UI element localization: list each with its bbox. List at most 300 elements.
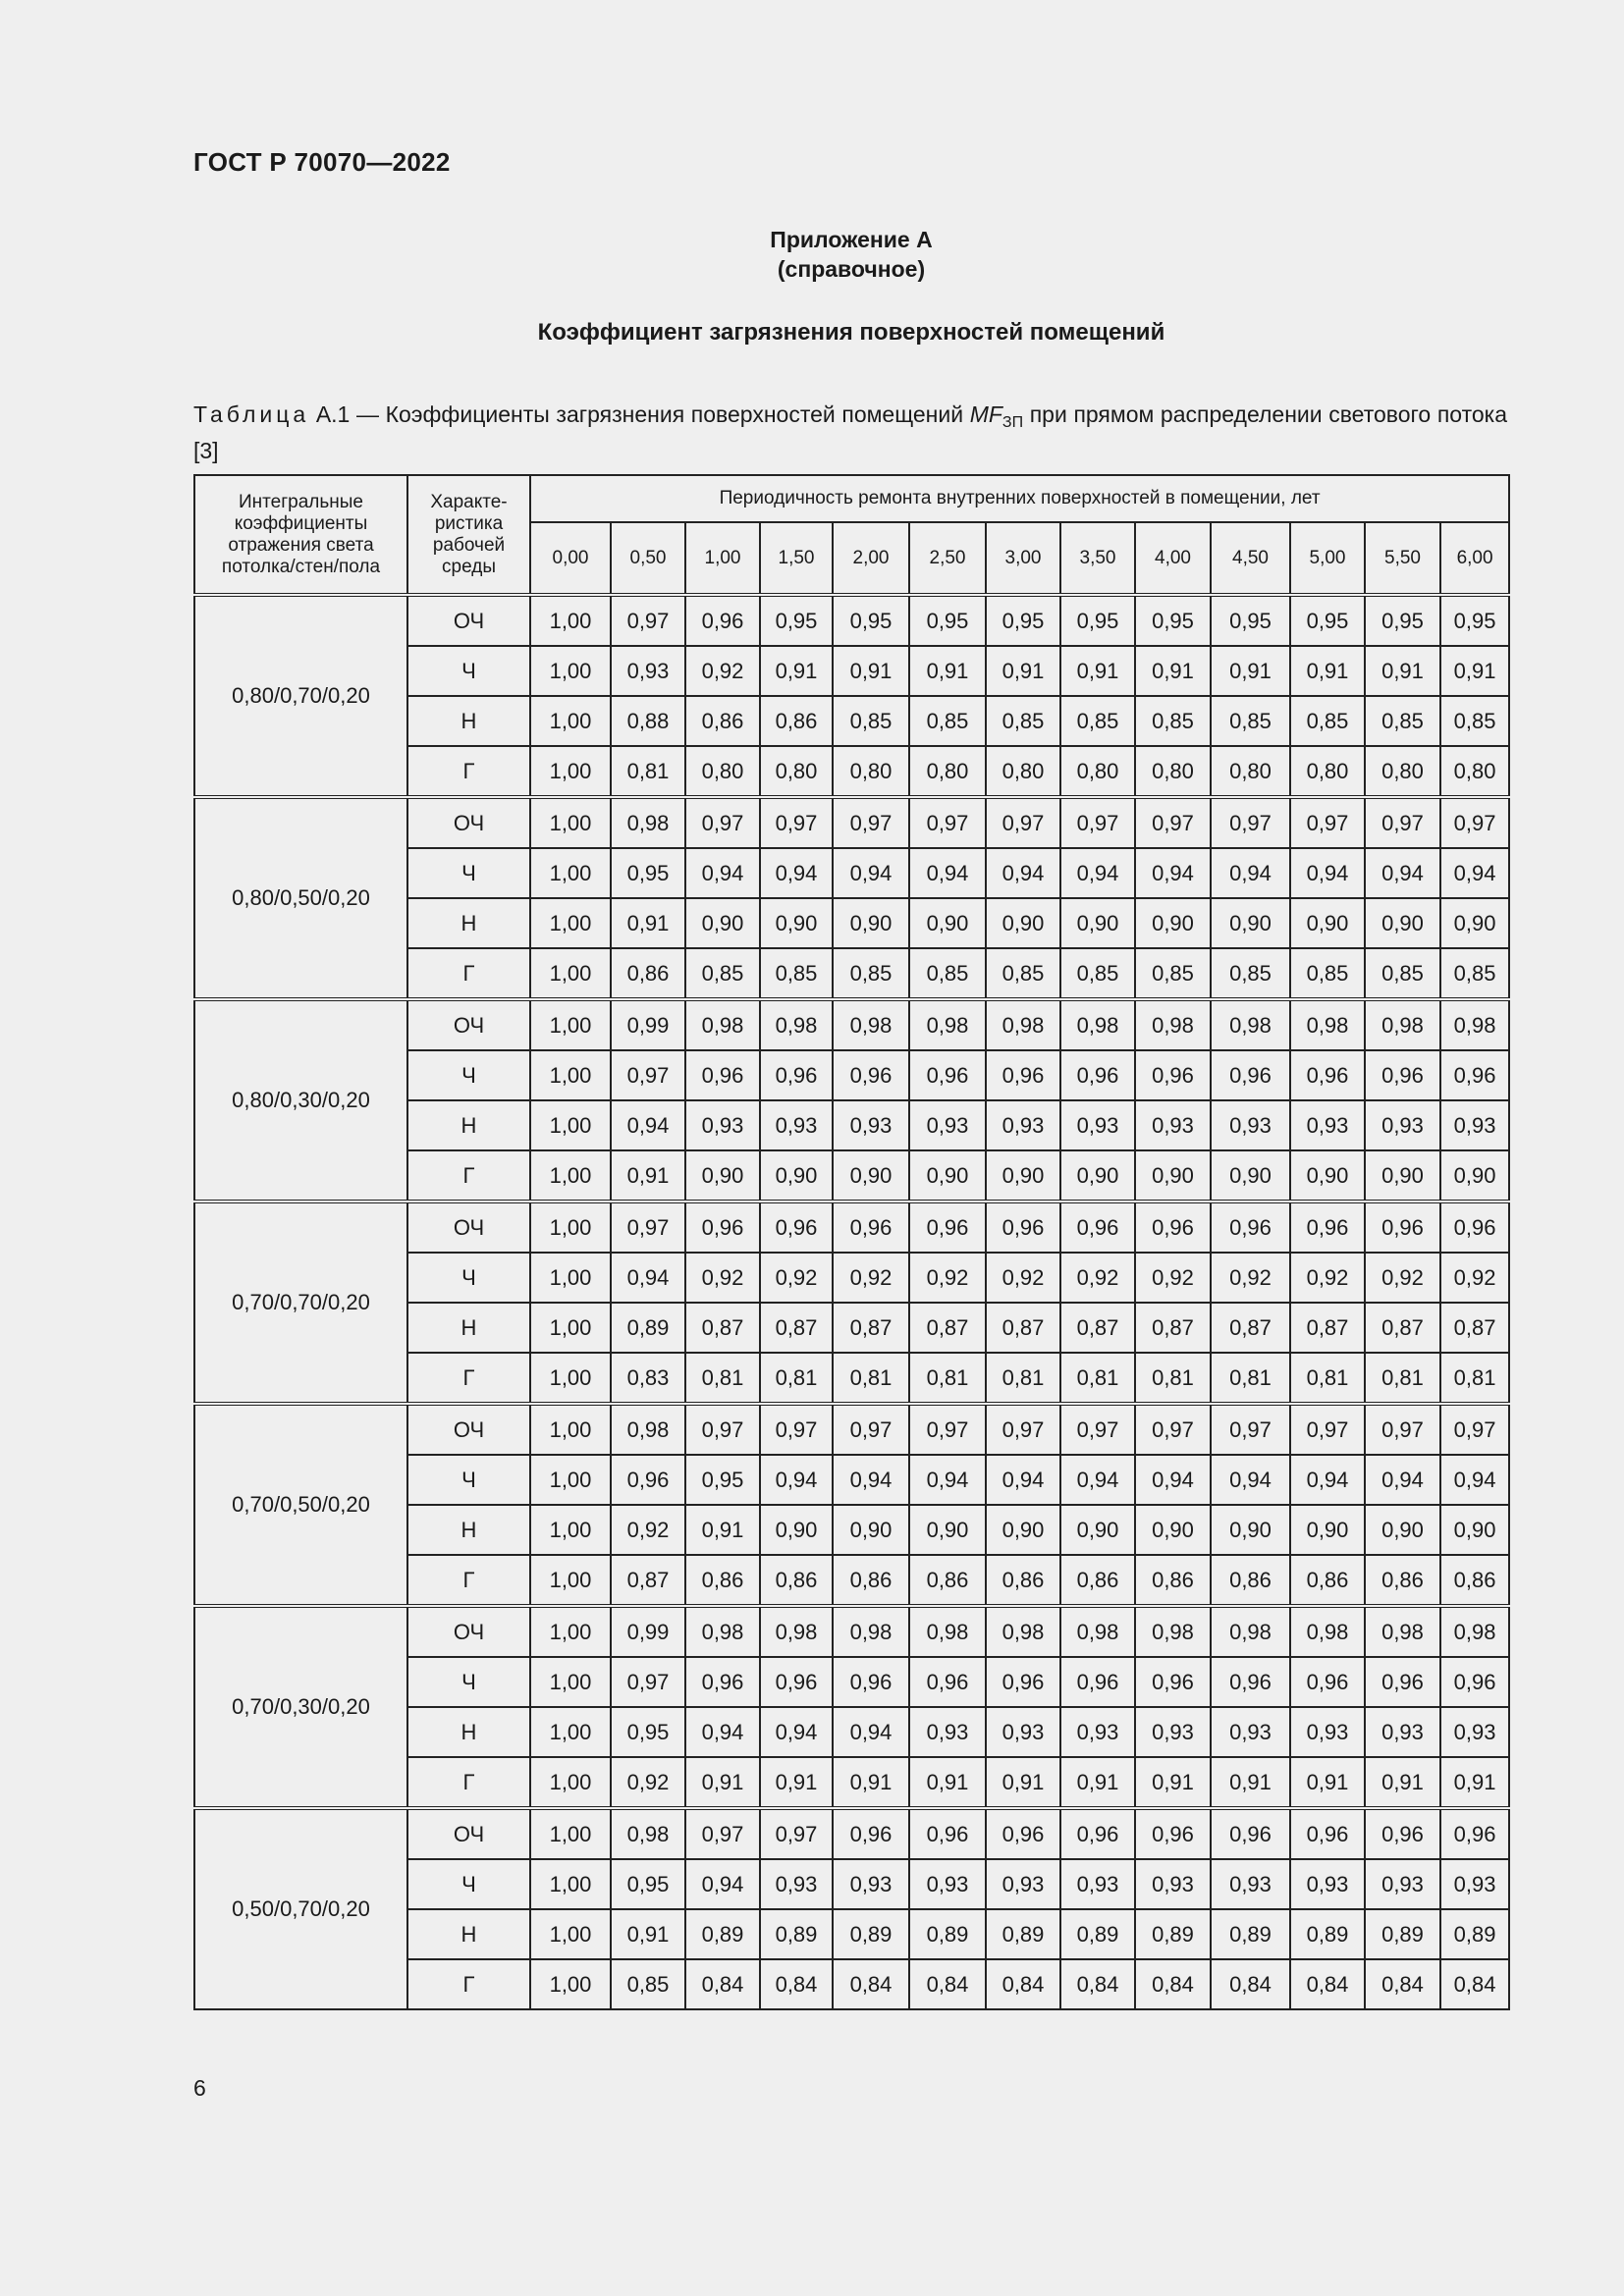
coefficient-cell: 1,00 <box>530 1657 611 1707</box>
coefficient-cell: 0,86 <box>833 1555 909 1606</box>
coefficient-cell: 0,96 <box>1440 1201 1509 1253</box>
coefficient-cell: 0,91 <box>909 1757 986 1808</box>
coefficient-cell: 0,89 <box>1211 1909 1290 1959</box>
coefficient-cell: 0,98 <box>1211 999 1290 1050</box>
coefficient-cell: 0,93 <box>760 1100 833 1150</box>
reflectance-label: 0,70/0,30/0,20 <box>194 1606 407 1808</box>
coefficient-cell: 0,91 <box>1060 646 1135 696</box>
table-row <box>194 1201 1509 1253</box>
coefficient-cell: 0,94 <box>611 1253 685 1303</box>
coefficient-cell: 0,86 <box>760 696 833 746</box>
year-header: 5,50 <box>1365 522 1440 595</box>
coefficient-cell: 0,93 <box>1290 1859 1365 1909</box>
coefficient-cell: 0,96 <box>1290 1808 1365 1859</box>
coefficient-cell: 0,91 <box>760 646 833 696</box>
coefficient-cell: 0,91 <box>1365 1757 1440 1808</box>
coefficient-cell: 0,87 <box>760 1303 833 1353</box>
coefficient-cell: 0,80 <box>1211 746 1290 797</box>
coefficient-cell: 0,96 <box>833 1050 909 1100</box>
coefficient-cell: 0,96 <box>1135 1050 1211 1100</box>
coefficient-cell: 0,95 <box>1365 595 1440 646</box>
table-row <box>194 999 1509 1050</box>
coefficient-cell: 0,96 <box>909 1808 986 1859</box>
environment-cell: Ч <box>407 1657 530 1707</box>
coefficient-cell: 0,84 <box>1365 1959 1440 2009</box>
coefficient-cell: 1,00 <box>530 1455 611 1505</box>
coefficient-cell: 0,90 <box>760 1150 833 1201</box>
environment-cell: Н <box>407 1505 530 1555</box>
coefficient-cell: 0,90 <box>1290 1150 1365 1201</box>
coefficient-cell: 0,96 <box>986 1808 1060 1859</box>
coefficient-cell: 0,87 <box>909 1303 986 1353</box>
year-header: 4,00 <box>1135 522 1211 595</box>
coefficient-cell: 0,96 <box>760 1657 833 1707</box>
coefficient-cell: 0,85 <box>685 948 760 999</box>
coefficient-cell: 0,83 <box>611 1353 685 1404</box>
coefficient-cell: 0,93 <box>909 1100 986 1150</box>
coefficient-cell: 0,91 <box>986 1757 1060 1808</box>
reflectance-label: 0,50/0,70/0,20 <box>194 1808 407 2009</box>
coefficient-cell: 0,89 <box>1290 1909 1365 1959</box>
coefficient-cell: 0,89 <box>1060 1909 1135 1959</box>
environment-cell: Г <box>407 1959 530 2009</box>
coefficient-cell: 0,97 <box>909 797 986 848</box>
coefficient-cell: 0,85 <box>986 948 1060 999</box>
coefficient-cell: 0,97 <box>1365 797 1440 848</box>
coefficient-cell: 0,97 <box>986 797 1060 848</box>
coefficient-cell: 0,96 <box>833 1201 909 1253</box>
coefficient-cell: 0,91 <box>1440 1757 1509 1808</box>
coefficient-cell: 0,95 <box>760 595 833 646</box>
coefficients-table <box>193 474 1510 2010</box>
coefficient-cell: 0,96 <box>1211 1201 1290 1253</box>
coefficient-cell: 1,00 <box>530 1404 611 1455</box>
coefficient-cell: 0,85 <box>1135 696 1211 746</box>
coefficient-cell: 0,96 <box>1440 1050 1509 1100</box>
coefficient-cell: 0,80 <box>1290 746 1365 797</box>
coefficient-cell: 0,90 <box>685 898 760 948</box>
coefficient-cell: 0,84 <box>986 1959 1060 2009</box>
coefficient-cell: 0,85 <box>1290 948 1365 999</box>
year-header: 6,00 <box>1440 522 1509 595</box>
reflectance-group <box>194 999 1509 1201</box>
coefficient-cell: 0,97 <box>611 595 685 646</box>
coefficient-cell: 0,96 <box>1211 1808 1290 1859</box>
coefficient-cell: 0,94 <box>685 848 760 898</box>
coefficient-cell: 0,97 <box>1440 1404 1509 1455</box>
coefficient-cell: 1,00 <box>530 898 611 948</box>
coefficient-cell: 0,96 <box>1365 1808 1440 1859</box>
coefficient-cell: 0,87 <box>1060 1303 1135 1353</box>
coefficient-cell: 0,91 <box>1060 1757 1135 1808</box>
coefficient-cell: 0,87 <box>833 1303 909 1353</box>
coefficient-cell: 0,92 <box>833 1253 909 1303</box>
coefficient-cell: 0,95 <box>1060 595 1135 646</box>
coefficient-cell: 0,93 <box>1060 1100 1135 1150</box>
coefficient-cell: 0,97 <box>760 1404 833 1455</box>
coefficient-cell: 0,84 <box>1440 1959 1509 2009</box>
coefficient-cell: 0,93 <box>1135 1707 1211 1757</box>
coefficient-cell: 0,86 <box>1365 1555 1440 1606</box>
coefficient-cell: 0,94 <box>909 1455 986 1505</box>
coefficient-cell: 0,90 <box>1365 898 1440 948</box>
coefficient-cell: 0,96 <box>1440 1657 1509 1707</box>
coefficient-cell: 0,85 <box>1211 948 1290 999</box>
coefficient-cell: 1,00 <box>530 696 611 746</box>
coefficient-cell: 0,80 <box>986 746 1060 797</box>
coefficient-cell: 0,86 <box>1135 1555 1211 1606</box>
coefficient-cell: 0,96 <box>986 1657 1060 1707</box>
coefficient-cell: 0,81 <box>1135 1353 1211 1404</box>
coefficient-cell: 0,96 <box>1135 1808 1211 1859</box>
coefficient-cell: 0,96 <box>760 1050 833 1100</box>
coefficient-cell: 0,85 <box>1365 948 1440 999</box>
coefficient-cell: 0,98 <box>1211 1606 1290 1657</box>
coefficient-cell: 0,98 <box>611 1808 685 1859</box>
environment-cell: Ч <box>407 1455 530 1505</box>
coefficient-cell: 0,96 <box>833 1808 909 1859</box>
coefficient-cell: 0,96 <box>685 1050 760 1100</box>
coefficient-cell: 0,90 <box>1365 1150 1440 1201</box>
coefficient-cell: 0,80 <box>1365 746 1440 797</box>
coefficient-cell: 0,91 <box>1290 646 1365 696</box>
reflectance-label: 0,70/0,70/0,20 <box>194 1201 407 1404</box>
coefficient-cell: 0,86 <box>1440 1555 1509 1606</box>
caption-label: Таблица <box>193 401 310 427</box>
coefficient-cell: 0,89 <box>833 1909 909 1959</box>
coefficient-cell: 0,93 <box>1440 1707 1509 1757</box>
environment-cell: Н <box>407 898 530 948</box>
coefficient-cell: 0,87 <box>1365 1303 1440 1353</box>
coefficient-cell: 0,85 <box>909 696 986 746</box>
coefficient-cell: 0,95 <box>611 848 685 898</box>
header-environment-characteristic: Характе-ристика рабочей среды <box>407 475 530 595</box>
coefficient-cell: 0,90 <box>986 1150 1060 1201</box>
coefficient-cell: 0,84 <box>685 1959 760 2009</box>
environment-cell: Н <box>407 1303 530 1353</box>
coefficient-cell: 0,97 <box>1211 797 1290 848</box>
table-row <box>194 797 1509 848</box>
header-integral-coefficients: Интегральные коэффициенты отражения света потолка/стен/пола <box>194 475 407 595</box>
environment-cell: Г <box>407 1555 530 1606</box>
coefficient-cell: 0,91 <box>685 1505 760 1555</box>
coefficient-cell: 0,98 <box>685 1606 760 1657</box>
coefficient-cell: 0,81 <box>833 1353 909 1404</box>
table-row <box>194 1808 1509 1859</box>
coefficient-cell: 0,90 <box>1290 898 1365 948</box>
coefficient-cell: 0,90 <box>1290 1505 1365 1555</box>
coefficient-cell: 0,93 <box>986 1707 1060 1757</box>
coefficient-cell: 0,80 <box>685 746 760 797</box>
coefficient-cell: 0,93 <box>1135 1859 1211 1909</box>
coefficient-cell: 1,00 <box>530 1859 611 1909</box>
coefficient-cell: 0,93 <box>986 1859 1060 1909</box>
coefficient-cell: 0,94 <box>685 1859 760 1909</box>
coefficient-cell: 0,93 <box>1211 1100 1290 1150</box>
caption-tail: при прямом распределении светового потока [3] <box>193 401 1507 463</box>
coefficient-cell: 0,90 <box>1440 1150 1509 1201</box>
year-header: 2,50 <box>909 522 986 595</box>
reflectance-group <box>194 1404 1509 1606</box>
reflectance-group <box>194 1808 1509 2009</box>
coefficient-cell: 0,80 <box>833 746 909 797</box>
environment-cell: ОЧ <box>407 1404 530 1455</box>
environment-cell: Н <box>407 1707 530 1757</box>
coefficient-cell: 0,94 <box>611 1100 685 1150</box>
coefficient-cell: 0,92 <box>685 1253 760 1303</box>
environment-cell: Г <box>407 746 530 797</box>
coefficient-cell: 0,94 <box>760 848 833 898</box>
coefficient-cell: 0,98 <box>611 797 685 848</box>
coefficient-cell: 0,90 <box>986 898 1060 948</box>
coefficient-cell: 0,92 <box>1440 1253 1509 1303</box>
coefficient-cell: 1,00 <box>530 797 611 848</box>
coefficient-cell: 0,97 <box>833 797 909 848</box>
coefficient-cell: 0,96 <box>909 1657 986 1707</box>
environment-cell: Г <box>407 1150 530 1201</box>
table-row <box>194 595 1509 646</box>
coefficient-cell: 0,86 <box>685 1555 760 1606</box>
coefficient-cell: 0,87 <box>1440 1303 1509 1353</box>
coefficient-cell: 0,90 <box>909 1505 986 1555</box>
coefficient-cell: 0,89 <box>986 1909 1060 1959</box>
coefficient-cell: 0,85 <box>1290 696 1365 746</box>
year-header: 5,00 <box>1290 522 1365 595</box>
coefficient-cell: 0,94 <box>986 848 1060 898</box>
coefficient-cell: 0,90 <box>1135 1505 1211 1555</box>
coefficient-cell: 0,91 <box>833 1757 909 1808</box>
coefficient-cell: 1,00 <box>530 1909 611 1959</box>
coefficient-cell: 0,90 <box>760 898 833 948</box>
year-header: 3,00 <box>986 522 1060 595</box>
coefficient-cell: 0,98 <box>986 1606 1060 1657</box>
coefficient-cell: 0,94 <box>760 1707 833 1757</box>
coefficient-cell: 1,00 <box>530 1201 611 1253</box>
coefficient-cell: 0,87 <box>611 1555 685 1606</box>
coefficient-cell: 1,00 <box>530 1253 611 1303</box>
environment-cell: Г <box>407 1757 530 1808</box>
coefficient-cell: 0,96 <box>1060 1201 1135 1253</box>
coefficient-cell: 1,00 <box>530 595 611 646</box>
coefficient-cell: 0,89 <box>1365 1909 1440 1959</box>
coefficient-cell: 0,93 <box>986 1100 1060 1150</box>
coefficient-cell: 0,91 <box>1211 1757 1290 1808</box>
coefficient-cell: 0,84 <box>1211 1959 1290 2009</box>
coefficient-cell: 0,94 <box>1440 848 1509 898</box>
coefficient-cell: 0,97 <box>1290 797 1365 848</box>
coefficient-cell: 0,86 <box>611 948 685 999</box>
coefficient-cell: 0,97 <box>685 1404 760 1455</box>
coefficient-cell: 0,85 <box>1211 696 1290 746</box>
table-caption <box>193 400 1507 464</box>
coefficient-cell: 0,90 <box>909 898 986 948</box>
coefficient-cell: 0,95 <box>986 595 1060 646</box>
coefficient-cell: 1,00 <box>530 1303 611 1353</box>
coefficient-cell: 0,94 <box>1211 1455 1290 1505</box>
coefficient-cell: 0,85 <box>1060 948 1135 999</box>
coefficient-cell: 0,98 <box>611 1404 685 1455</box>
coefficient-cell: 1,00 <box>530 848 611 898</box>
coefficient-cell: 0,80 <box>1060 746 1135 797</box>
coefficient-cell: 0,92 <box>909 1253 986 1303</box>
coefficient-cell: 0,85 <box>611 1959 685 2009</box>
caption-text: А.1 — Коэффициенты загрязнения поверхностей помещений <box>309 401 970 427</box>
coefficient-cell: 0,97 <box>909 1404 986 1455</box>
coefficient-cell: 0,89 <box>685 1909 760 1959</box>
coefficient-cell: 0,92 <box>1135 1253 1211 1303</box>
year-header: 1,50 <box>760 522 833 595</box>
reflectance-label: 0,80/0,30/0,20 <box>194 999 407 1201</box>
coefficient-cell: 0,90 <box>833 898 909 948</box>
coefficient-cell: 0,98 <box>833 1606 909 1657</box>
coefficient-cell: 0,84 <box>1135 1959 1211 2009</box>
coefficient-cell: 0,90 <box>1135 898 1211 948</box>
coefficient-cell: 0,98 <box>1135 1606 1211 1657</box>
header-repair-period: Периодичность ремонта внутренних поверхностей в помещении, лет <box>530 475 1509 522</box>
coefficient-cell: 0,94 <box>1135 1455 1211 1505</box>
coefficient-cell: 0,97 <box>1440 797 1509 848</box>
coefficient-cell: 0,90 <box>1440 898 1509 948</box>
coefficient-cell: 0,89 <box>1440 1909 1509 1959</box>
environment-cell: ОЧ <box>407 797 530 848</box>
coefficient-cell: 0,90 <box>833 1505 909 1555</box>
environment-cell: Г <box>407 948 530 999</box>
caption-symbol: MF <box>969 401 1002 427</box>
coefficient-cell: 0,94 <box>1135 848 1211 898</box>
coefficient-cell: 0,81 <box>1060 1353 1135 1404</box>
coefficient-cell: 0,81 <box>760 1353 833 1404</box>
coefficient-cell: 0,96 <box>1290 1201 1365 1253</box>
coefficient-cell: 0,87 <box>1135 1303 1211 1353</box>
coefficient-cell: 0,95 <box>833 595 909 646</box>
coefficient-cell: 1,00 <box>530 1555 611 1606</box>
coefficient-cell: 0,81 <box>986 1353 1060 1404</box>
coefficient-cell: 0,98 <box>1365 1606 1440 1657</box>
reflectance-label: 0,70/0,50/0,20 <box>194 1404 407 1606</box>
coefficient-cell: 0,91 <box>1135 1757 1211 1808</box>
coefficient-cell: 0,80 <box>909 746 986 797</box>
coefficient-cell: 0,85 <box>760 948 833 999</box>
page-number: 6 <box>193 2075 206 2101</box>
coefficient-cell: 0,96 <box>1290 1657 1365 1707</box>
coefficient-cell: 0,90 <box>1135 1150 1211 1201</box>
coefficient-cell: 0,96 <box>685 595 760 646</box>
coefficient-cell: 0,97 <box>986 1404 1060 1455</box>
coefficient-cell: 0,99 <box>611 1606 685 1657</box>
coefficient-cell: 0,80 <box>1135 746 1211 797</box>
coefficient-cell: 0,92 <box>685 646 760 696</box>
coefficient-cell: 0,92 <box>1060 1253 1135 1303</box>
coefficient-cell: 0,97 <box>1365 1404 1440 1455</box>
coefficient-cell: 0,93 <box>833 1859 909 1909</box>
reflectance-label: 0,80/0,50/0,20 <box>194 797 407 999</box>
coefficient-cell: 0,81 <box>1440 1353 1509 1404</box>
coefficient-cell: 1,00 <box>530 1808 611 1859</box>
coefficient-cell: 0,94 <box>1365 1455 1440 1505</box>
coefficient-cell: 0,95 <box>685 1455 760 1505</box>
coefficient-cell: 0,92 <box>1211 1253 1290 1303</box>
coefficient-cell: 0,93 <box>1290 1707 1365 1757</box>
reflectance-label: 0,80/0,70/0,20 <box>194 595 407 797</box>
coefficient-cell: 0,91 <box>1290 1757 1365 1808</box>
coefficient-cell: 0,81 <box>909 1353 986 1404</box>
coefficient-cell: 0,91 <box>1211 646 1290 696</box>
coefficient-cell: 0,94 <box>1060 1455 1135 1505</box>
coefficient-cell: 0,96 <box>1211 1050 1290 1100</box>
coefficient-cell: 0,92 <box>611 1757 685 1808</box>
coefficient-cell: 0,97 <box>1211 1404 1290 1455</box>
coefficient-cell: 0,96 <box>986 1050 1060 1100</box>
coefficient-cell: 0,90 <box>1060 1505 1135 1555</box>
coefficient-cell: 0,98 <box>1290 999 1365 1050</box>
environment-cell: Ч <box>407 1859 530 1909</box>
coefficient-cell: 0,91 <box>909 646 986 696</box>
coefficient-cell: 0,85 <box>1365 696 1440 746</box>
coefficient-cell: 0,81 <box>1211 1353 1290 1404</box>
coefficient-cell: 0,96 <box>685 1657 760 1707</box>
coefficient-cell: 0,80 <box>1440 746 1509 797</box>
coefficient-cell: 0,97 <box>685 797 760 848</box>
coefficient-cell: 0,97 <box>1060 797 1135 848</box>
coefficient-cell: 0,98 <box>685 999 760 1050</box>
coefficient-cell: 1,00 <box>530 1606 611 1657</box>
coefficient-cell: 0,90 <box>986 1505 1060 1555</box>
year-header: 2,00 <box>833 522 909 595</box>
coefficient-cell: 0,84 <box>1060 1959 1135 2009</box>
coefficient-cell: 0,90 <box>760 1505 833 1555</box>
coefficient-cell: 0,92 <box>986 1253 1060 1303</box>
coefficient-cell: 0,90 <box>1211 1505 1290 1555</box>
coefficient-cell: 0,96 <box>833 1657 909 1707</box>
coefficient-cell: 0,90 <box>1440 1505 1509 1555</box>
coefficient-cell: 0,96 <box>1060 1657 1135 1707</box>
coefficient-cell: 0,94 <box>1060 848 1135 898</box>
coefficient-cell: 0,96 <box>760 1201 833 1253</box>
coefficient-cell: 0,98 <box>760 1606 833 1657</box>
environment-cell: Н <box>407 696 530 746</box>
appendix-heading <box>0 225 1624 284</box>
year-header: 0,00 <box>530 522 611 595</box>
coefficient-cell: 0,93 <box>1440 1859 1509 1909</box>
table-row <box>194 1404 1509 1455</box>
coefficient-cell: 0,93 <box>909 1859 986 1909</box>
coefficient-cell: 0,94 <box>833 1707 909 1757</box>
coefficient-cell: 0,86 <box>1290 1555 1365 1606</box>
coefficient-cell: 0,96 <box>986 1201 1060 1253</box>
coefficient-cell: 0,98 <box>1440 999 1509 1050</box>
environment-cell: ОЧ <box>407 1808 530 1859</box>
coefficient-cell: 0,91 <box>611 898 685 948</box>
coefficient-cell: 0,90 <box>1365 1505 1440 1555</box>
section-title: Коэффициент загрязнения поверхностей помещений <box>537 319 1165 346</box>
coefficient-cell: 0,86 <box>986 1555 1060 1606</box>
coefficient-cell: 0,91 <box>1135 646 1211 696</box>
coefficient-cell: 0,87 <box>1211 1303 1290 1353</box>
coefficient-cell: 0,93 <box>1440 1100 1509 1150</box>
coefficient-cell: 0,85 <box>833 696 909 746</box>
coefficient-cell: 0,93 <box>909 1707 986 1757</box>
coefficient-cell: 0,91 <box>1365 646 1440 696</box>
coefficient-cell: 0,94 <box>986 1455 1060 1505</box>
coefficient-cell: 0,96 <box>1060 1050 1135 1100</box>
coefficient-cell: 0,98 <box>1060 1606 1135 1657</box>
coefficient-cell: 0,97 <box>1135 1404 1211 1455</box>
coefficient-cell: 0,91 <box>611 1150 685 1201</box>
caption-subscript: ЗП <box>1001 414 1024 431</box>
coefficient-cell: 0,81 <box>1290 1353 1365 1404</box>
coefficient-cell: 0,96 <box>611 1455 685 1505</box>
coefficient-cell: 0,87 <box>1290 1303 1365 1353</box>
